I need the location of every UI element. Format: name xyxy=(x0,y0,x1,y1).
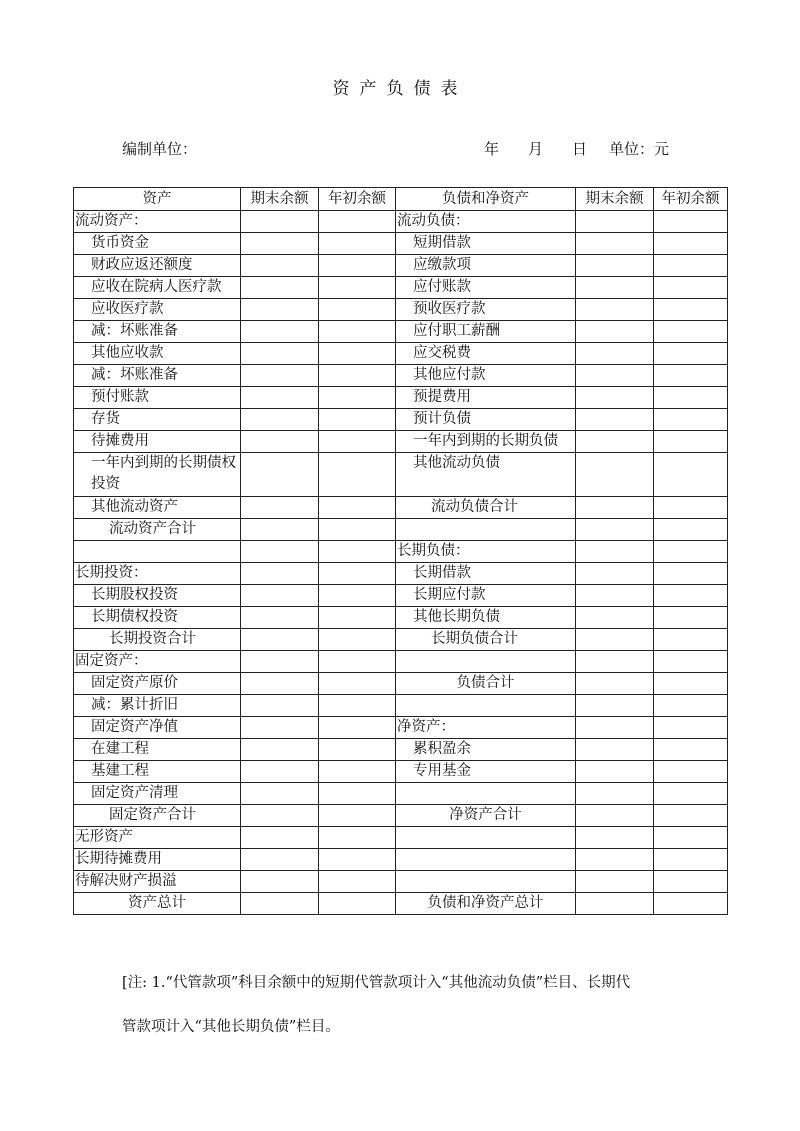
asset-item-cell: 长期债权投资 xyxy=(74,607,241,629)
liability-begin-balance-cell xyxy=(654,893,728,915)
liability-item-cell: 长期负债： xyxy=(396,541,576,563)
asset-item-cell: 长期股权投资 xyxy=(74,585,241,607)
asset-item-cell: 无形资产 xyxy=(74,827,241,849)
table-row xyxy=(74,277,728,299)
liability-end-balance-cell xyxy=(576,563,654,585)
asset-item-cell: 货币资金 xyxy=(74,233,241,255)
liability-item-cell: 应交税费 xyxy=(396,343,576,365)
asset-item-cell: 固定资产清理 xyxy=(74,783,241,805)
asset-end-balance-cell xyxy=(241,783,319,805)
asset-begin-balance-cell xyxy=(319,805,396,827)
liability-begin-balance-cell xyxy=(654,299,728,321)
asset-end-balance-cell xyxy=(241,541,319,563)
asset-end-balance-cell xyxy=(241,299,319,321)
year-label: 年 xyxy=(484,140,500,158)
table-body xyxy=(74,211,728,915)
asset-end-balance-cell xyxy=(241,211,319,233)
asset-end-balance-cell xyxy=(241,893,319,915)
table-row xyxy=(74,211,728,233)
asset-item-cell: 长期待摊费用 xyxy=(74,849,241,871)
table-row xyxy=(74,805,728,827)
asset-item-cell: 固定资产净值 xyxy=(74,717,241,739)
liability-end-balance-cell xyxy=(576,629,654,651)
asset-begin-balance-cell xyxy=(319,321,396,343)
liability-item-cell: 累积盈余 xyxy=(396,739,576,761)
asset-begin-balance-cell xyxy=(319,893,396,915)
asset-item-cell: 待摊费用 xyxy=(74,431,241,453)
asset-item-cell: 资产总计 xyxy=(74,893,241,915)
liability-begin-balance-cell xyxy=(654,651,728,673)
liability-item-cell: 其他流动负债 xyxy=(396,453,576,497)
liability-begin-balance-cell xyxy=(654,409,728,431)
asset-item-cell: 其他流动资产 xyxy=(74,497,241,519)
liability-begin-balance-cell xyxy=(654,607,728,629)
asset-begin-balance-cell xyxy=(319,651,396,673)
liability-begin-balance-cell xyxy=(654,365,728,387)
asset-end-balance-cell xyxy=(241,695,319,717)
liability-begin-balance-cell xyxy=(654,783,728,805)
liability-end-balance-cell xyxy=(576,343,654,365)
asset-begin-balance-cell xyxy=(319,585,396,607)
asset-begin-balance-cell xyxy=(319,871,396,893)
asset-begin-balance-cell xyxy=(319,607,396,629)
table-row xyxy=(74,695,728,717)
liability-item-cell: 预收医疗款 xyxy=(396,299,576,321)
liability-end-balance-cell xyxy=(576,673,654,695)
liability-item-cell xyxy=(396,827,576,849)
table-row xyxy=(74,673,728,695)
liability-end-balance-cell xyxy=(576,805,654,827)
column-header-liabilities: 负债和净资产 xyxy=(396,188,576,211)
liability-item-cell: 其他长期负债 xyxy=(396,607,576,629)
asset-begin-balance-cell xyxy=(319,783,396,805)
table-row xyxy=(74,233,728,255)
asset-begin-balance-cell xyxy=(319,387,396,409)
liability-item-cell xyxy=(396,651,576,673)
liability-begin-balance-cell xyxy=(654,277,728,299)
asset-begin-balance-cell xyxy=(319,453,396,497)
footnote-line-2: 管款项计入“其他长期负债”栏目。 xyxy=(122,1019,340,1035)
liability-item-cell: 净资产合计 xyxy=(396,805,576,827)
liability-item-cell: 专用基金 xyxy=(396,761,576,783)
asset-end-balance-cell xyxy=(241,233,319,255)
asset-begin-balance-cell xyxy=(319,277,396,299)
liability-end-balance-cell xyxy=(576,211,654,233)
table-row xyxy=(74,321,728,343)
liability-begin-balance-cell xyxy=(654,343,728,365)
liability-item-cell: 一年内到期的长期负债 xyxy=(396,431,576,453)
table-row xyxy=(74,255,728,277)
table-row xyxy=(74,783,728,805)
asset-item-cell: 减：坏账准备 xyxy=(74,365,241,387)
liability-end-balance-cell xyxy=(576,717,654,739)
asset-begin-balance-cell xyxy=(319,739,396,761)
liability-item-cell xyxy=(396,695,576,717)
liability-begin-balance-cell xyxy=(654,519,728,541)
table-row xyxy=(74,387,728,409)
asset-begin-balance-cell xyxy=(319,299,396,321)
asset-end-balance-cell xyxy=(241,255,319,277)
asset-item-cell: 固定资产合计 xyxy=(74,805,241,827)
asset-end-balance-cell xyxy=(241,827,319,849)
asset-end-balance-cell xyxy=(241,761,319,783)
asset-end-balance-cell xyxy=(241,607,319,629)
liability-item-cell xyxy=(396,871,576,893)
liability-item-cell: 净资产： xyxy=(396,717,576,739)
liability-end-balance-cell xyxy=(576,387,654,409)
table-row xyxy=(74,365,728,387)
liability-begin-balance-cell xyxy=(654,695,728,717)
table-row xyxy=(74,893,728,915)
liability-end-balance-cell xyxy=(576,541,654,563)
asset-begin-balance-cell xyxy=(319,761,396,783)
liability-begin-balance-cell xyxy=(654,717,728,739)
liability-end-balance-cell xyxy=(576,585,654,607)
asset-begin-balance-cell xyxy=(319,233,396,255)
asset-end-balance-cell xyxy=(241,431,319,453)
liability-item-cell xyxy=(396,519,576,541)
liability-end-balance-cell xyxy=(576,365,654,387)
liability-begin-balance-cell xyxy=(654,585,728,607)
asset-item-cell: 应收医疗款 xyxy=(74,299,241,321)
asset-begin-balance-cell xyxy=(319,673,396,695)
asset-begin-balance-cell xyxy=(319,629,396,651)
liability-item-cell xyxy=(396,849,576,871)
day-label: 日 xyxy=(572,140,588,158)
asset-item-cell: 其他应收款 xyxy=(74,343,241,365)
asset-begin-balance-cell xyxy=(319,827,396,849)
asset-item-cell: 固定资产原价 xyxy=(74,673,241,695)
asset-end-balance-cell xyxy=(241,497,319,519)
liability-end-balance-cell xyxy=(576,783,654,805)
table-row xyxy=(74,629,728,651)
liability-end-balance-cell xyxy=(576,761,654,783)
asset-begin-balance-cell xyxy=(319,343,396,365)
asset-begin-balance-cell xyxy=(319,255,396,277)
liability-end-balance-cell xyxy=(576,431,654,453)
liability-end-balance-cell xyxy=(576,871,654,893)
asset-begin-balance-cell xyxy=(319,497,396,519)
liability-begin-balance-cell xyxy=(654,629,728,651)
asset-item-cell: 待解决财产损溢 xyxy=(74,871,241,893)
asset-begin-balance-cell xyxy=(319,695,396,717)
liability-item-cell: 流动负债合计 xyxy=(396,497,576,519)
table-row xyxy=(74,409,728,431)
liability-item-cell: 长期应付款 xyxy=(396,585,576,607)
liability-begin-balance-cell xyxy=(654,805,728,827)
month-label: 月 xyxy=(528,140,544,158)
liability-begin-balance-cell xyxy=(654,211,728,233)
table-row xyxy=(74,871,728,893)
liability-begin-balance-cell xyxy=(654,541,728,563)
column-header-end-balance: 期末余额 xyxy=(576,188,654,211)
liability-item-cell: 负债合计 xyxy=(396,673,576,695)
liability-begin-balance-cell xyxy=(654,497,728,519)
asset-begin-balance-cell xyxy=(319,563,396,585)
liability-end-balance-cell xyxy=(576,893,654,915)
asset-item-cell: 一年内到期的长期债权投资 xyxy=(74,453,241,497)
liability-begin-balance-cell xyxy=(654,673,728,695)
asset-begin-balance-cell xyxy=(319,849,396,871)
liability-begin-balance-cell xyxy=(654,827,728,849)
asset-item-cell: 预付账款 xyxy=(74,387,241,409)
currency-unit-label: 单位：元 xyxy=(609,140,670,158)
liability-begin-balance-cell xyxy=(654,739,728,761)
asset-item-cell: 基建工程 xyxy=(74,761,241,783)
liability-item-cell: 其他应付款 xyxy=(396,365,576,387)
liability-item-cell: 长期借款 xyxy=(396,563,576,585)
column-header-begin-balance: 年初余额 xyxy=(319,188,396,211)
liability-item-cell: 应付职工薪酬 xyxy=(396,321,576,343)
liability-end-balance-cell xyxy=(576,321,654,343)
liability-item-cell: 预提费用 xyxy=(396,387,576,409)
liability-begin-balance-cell xyxy=(654,453,728,497)
asset-end-balance-cell xyxy=(241,343,319,365)
liability-begin-balance-cell xyxy=(654,321,728,343)
asset-item-cell: 流动资产： xyxy=(74,211,241,233)
asset-end-balance-cell xyxy=(241,277,319,299)
asset-item-cell: 长期投资： xyxy=(74,563,241,585)
liability-end-balance-cell xyxy=(576,299,654,321)
date-and-unit-line xyxy=(484,138,669,159)
liability-end-balance-cell xyxy=(576,849,654,871)
asset-item-cell: 流动资产合计 xyxy=(74,519,241,541)
liability-item-cell: 负债和净资产总计 xyxy=(396,893,576,915)
table-row xyxy=(74,453,728,497)
liability-end-balance-cell xyxy=(576,453,654,497)
asset-end-balance-cell xyxy=(241,453,319,497)
asset-item-cell: 存货 xyxy=(74,409,241,431)
asset-begin-balance-cell xyxy=(319,519,396,541)
asset-item-cell: 长期投资合计 xyxy=(74,629,241,651)
asset-end-balance-cell xyxy=(241,849,319,871)
table-row xyxy=(74,497,728,519)
asset-end-balance-cell xyxy=(241,321,319,343)
asset-begin-balance-cell xyxy=(319,409,396,431)
table-row xyxy=(74,607,728,629)
table-row xyxy=(74,343,728,365)
compiling-unit-label: 编制单位： xyxy=(122,140,198,158)
table-row xyxy=(74,849,728,871)
liability-end-balance-cell xyxy=(576,739,654,761)
asset-end-balance-cell xyxy=(241,651,319,673)
table-row xyxy=(74,585,728,607)
liability-end-balance-cell xyxy=(576,233,654,255)
asset-end-balance-cell xyxy=(241,519,319,541)
asset-begin-balance-cell xyxy=(319,431,396,453)
asset-end-balance-cell xyxy=(241,673,319,695)
liability-end-balance-cell xyxy=(576,255,654,277)
asset-end-balance-cell xyxy=(241,585,319,607)
table-row xyxy=(74,563,728,585)
liability-begin-balance-cell xyxy=(654,387,728,409)
asset-end-balance-cell xyxy=(241,629,319,651)
table-row xyxy=(74,299,728,321)
asset-begin-balance-cell xyxy=(319,717,396,739)
liability-begin-balance-cell xyxy=(654,849,728,871)
asset-begin-balance-cell xyxy=(319,541,396,563)
liability-end-balance-cell xyxy=(576,497,654,519)
liability-end-balance-cell xyxy=(576,607,654,629)
liability-begin-balance-cell xyxy=(654,563,728,585)
page-title: 资产负债表 xyxy=(332,79,468,99)
table-header-row xyxy=(74,188,728,211)
column-header-begin-balance: 年初余额 xyxy=(654,188,728,211)
asset-end-balance-cell xyxy=(241,409,319,431)
asset-end-balance-cell xyxy=(241,365,319,387)
asset-begin-balance-cell xyxy=(319,365,396,387)
column-header-assets: 资产 xyxy=(74,188,241,211)
asset-begin-balance-cell xyxy=(319,211,396,233)
liability-end-balance-cell xyxy=(576,695,654,717)
asset-item-cell: 应收在院病人医疗款 xyxy=(74,277,241,299)
table-row xyxy=(74,519,728,541)
liability-begin-balance-cell xyxy=(654,761,728,783)
asset-item-cell: 在建工程 xyxy=(74,739,241,761)
table-row xyxy=(74,717,728,739)
liability-begin-balance-cell xyxy=(654,431,728,453)
liability-end-balance-cell xyxy=(576,651,654,673)
liability-item-cell xyxy=(396,783,576,805)
asset-end-balance-cell xyxy=(241,387,319,409)
liability-item-cell: 长期负债合计 xyxy=(396,629,576,651)
asset-end-balance-cell xyxy=(241,717,319,739)
liability-end-balance-cell xyxy=(576,519,654,541)
liability-item-cell: 预计负债 xyxy=(396,409,576,431)
table-row xyxy=(74,761,728,783)
asset-end-balance-cell xyxy=(241,871,319,893)
column-header-end-balance: 期末余额 xyxy=(241,188,319,211)
table-row xyxy=(74,651,728,673)
balance-sheet-table xyxy=(73,187,728,915)
liability-begin-balance-cell xyxy=(654,233,728,255)
liability-end-balance-cell xyxy=(576,409,654,431)
asset-item-cell: 财政应返还额度 xyxy=(74,255,241,277)
table-row xyxy=(74,827,728,849)
asset-end-balance-cell xyxy=(241,739,319,761)
liability-item-cell: 短期借款 xyxy=(396,233,576,255)
liability-item-cell: 应缴款项 xyxy=(396,255,576,277)
table-row xyxy=(74,739,728,761)
asset-end-balance-cell xyxy=(241,563,319,585)
liability-item-cell: 流动负债： xyxy=(396,211,576,233)
liability-begin-balance-cell xyxy=(654,871,728,893)
table-row xyxy=(74,431,728,453)
asset-end-balance-cell xyxy=(241,805,319,827)
asset-item-cell: 减：坏账准备 xyxy=(74,321,241,343)
liability-end-balance-cell xyxy=(576,827,654,849)
asset-item-cell: 减：累计折旧 xyxy=(74,695,241,717)
liability-item-cell: 应付账款 xyxy=(396,277,576,299)
table-row xyxy=(74,541,728,563)
liability-begin-balance-cell xyxy=(654,255,728,277)
asset-item-cell xyxy=(74,541,241,563)
asset-item-cell: 固定资产： xyxy=(74,651,241,673)
footnote-line-1: [注: 1.“代管款项”科目余额中的短期代管款项计入“其他流动负债”栏目、长期代 xyxy=(122,975,631,991)
liability-end-balance-cell xyxy=(576,277,654,299)
